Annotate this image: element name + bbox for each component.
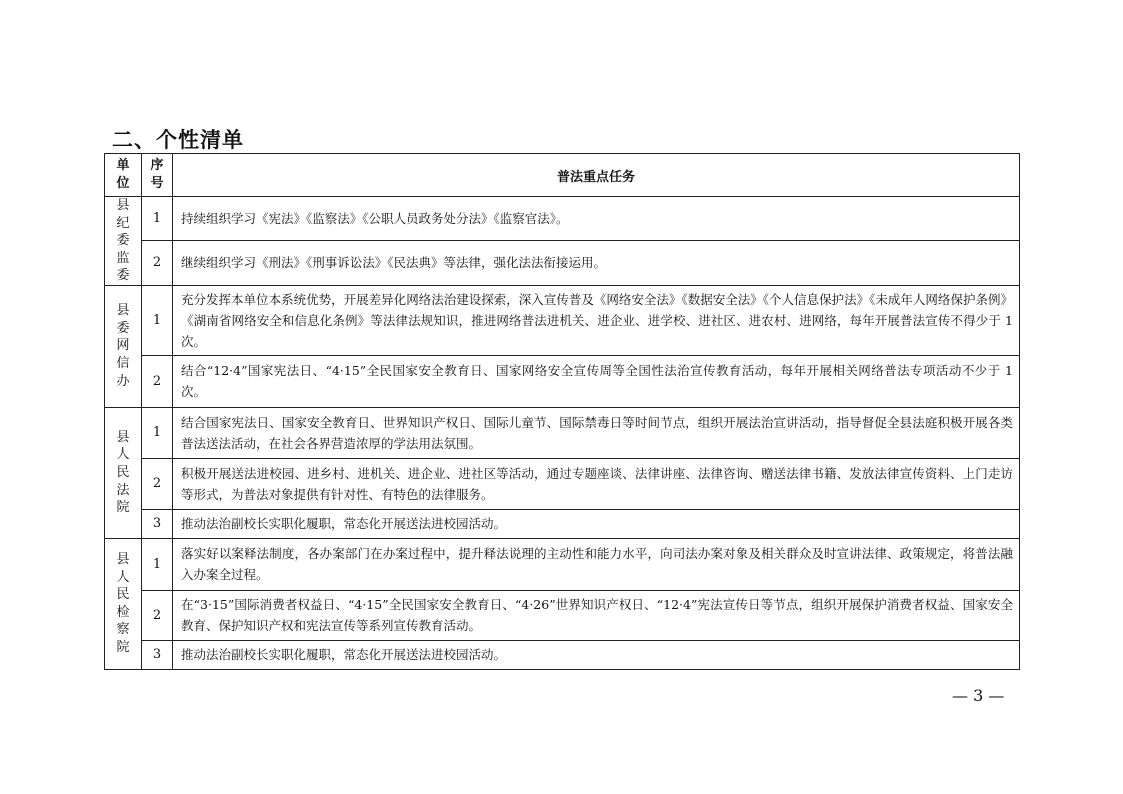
seq-cell: 3 <box>142 509 173 538</box>
table-row <box>105 407 1020 458</box>
table-row <box>105 509 1020 538</box>
table-row <box>105 355 1020 407</box>
header-unit: 单位 <box>105 154 142 197</box>
table-row <box>105 640 1020 669</box>
header-task: 普法重点任务 <box>173 154 1020 197</box>
table-row <box>105 590 1020 640</box>
table-header-row <box>105 154 1020 197</box>
seq-cell: 2 <box>142 458 173 509</box>
task-cell: 推动法治副校长实职化履职，常态化开展送法进校园活动。 <box>173 640 1020 669</box>
unit-cell: 县人民检察院 <box>105 538 142 669</box>
unit-cell: 县人民法院 <box>105 407 142 538</box>
table-row <box>105 538 1020 590</box>
task-table <box>104 153 1020 670</box>
task-cell: 充分发挥本单位本系统优势，开展差异化网络法治建设探索，深入宣传普及《网络安全法》《数据安全法》《个人信息保护法》《未成年人网络保护条例》《湖南省网络安全和信息化条例》等法律法规知识，推进网络普法进机关、进企业、进学校、进社区、进农村、进网络，每年开展普法宣传不得少于 1 次。 <box>173 285 1020 355</box>
task-cell: 继续组织学习《刑法》《刑事诉讼法》《民法典》等法律，强化法法衔接运用。 <box>173 240 1020 285</box>
section-title: 二、个性清单 <box>112 128 244 152</box>
table-row <box>105 458 1020 509</box>
task-cell: 积极开展送法进校园、进乡村、进机关、进企业、进社区等活动，通过专题座谈、法律讲座、法律咨询、赠送法律书籍、发放法律宣传资料、上门走访等形式，为普法对象提供有针对性、有特色的法律服务。 <box>173 458 1020 509</box>
task-cell: 结合国家宪法日、国家安全教育日、世界知识产权日、国际儿童节、国际禁毒日等时间节点，组织开展法治宣讲活动，指导督促全县法庭积极开展各类普法送法活动，在社会各界营造浓厚的学法用法氛围。 <box>173 407 1020 458</box>
seq-cell: 2 <box>142 590 173 640</box>
seq-cell: 1 <box>142 407 173 458</box>
seq-cell: 2 <box>142 355 173 407</box>
seq-cell: 2 <box>142 240 173 285</box>
seq-cell: 1 <box>142 197 173 241</box>
seq-cell: 1 <box>142 285 173 355</box>
seq-cell: 3 <box>142 640 173 669</box>
task-cell: 持续组织学习《宪法》《监察法》《公职人员政务处分法》《监察官法》。 <box>173 197 1020 241</box>
table-row <box>105 240 1020 285</box>
page-number: — 3 — <box>952 686 1005 705</box>
task-cell: 落实好以案释法制度，各办案部门在办案过程中，提升释法说理的主动性和能力水平，向司法办案对象及相关群众及时宣讲法律、政策规定，将普法融入办案全过程。 <box>173 538 1020 590</box>
task-cell: 结合“12·4”国家宪法日、“4·15”全民国家安全教育日、国家网络安全宣传周等全国性法治宣传教育活动，每年开展相关网络普法专项活动不少于 1 次。 <box>173 355 1020 407</box>
table-row <box>105 197 1020 241</box>
task-cell: 在“3·15”国际消费者权益日、“4·15”全民国家安全教育日、“4·26”世界知识产权日、“12·4”宪法宣传日等节点，组织开展保护消费者权益、国家安全教育、保护知识产权和宪法宣传等系列宣传教育活动。 <box>173 590 1020 640</box>
unit-cell: 县纪委监委 <box>105 197 142 286</box>
seq-cell: 1 <box>142 538 173 590</box>
header-seq: 序号 <box>142 154 173 197</box>
table-row <box>105 285 1020 355</box>
task-cell: 推动法治副校长实职化履职，常态化开展送法进校园活动。 <box>173 509 1020 538</box>
unit-cell: 县委网信办 <box>105 285 142 407</box>
